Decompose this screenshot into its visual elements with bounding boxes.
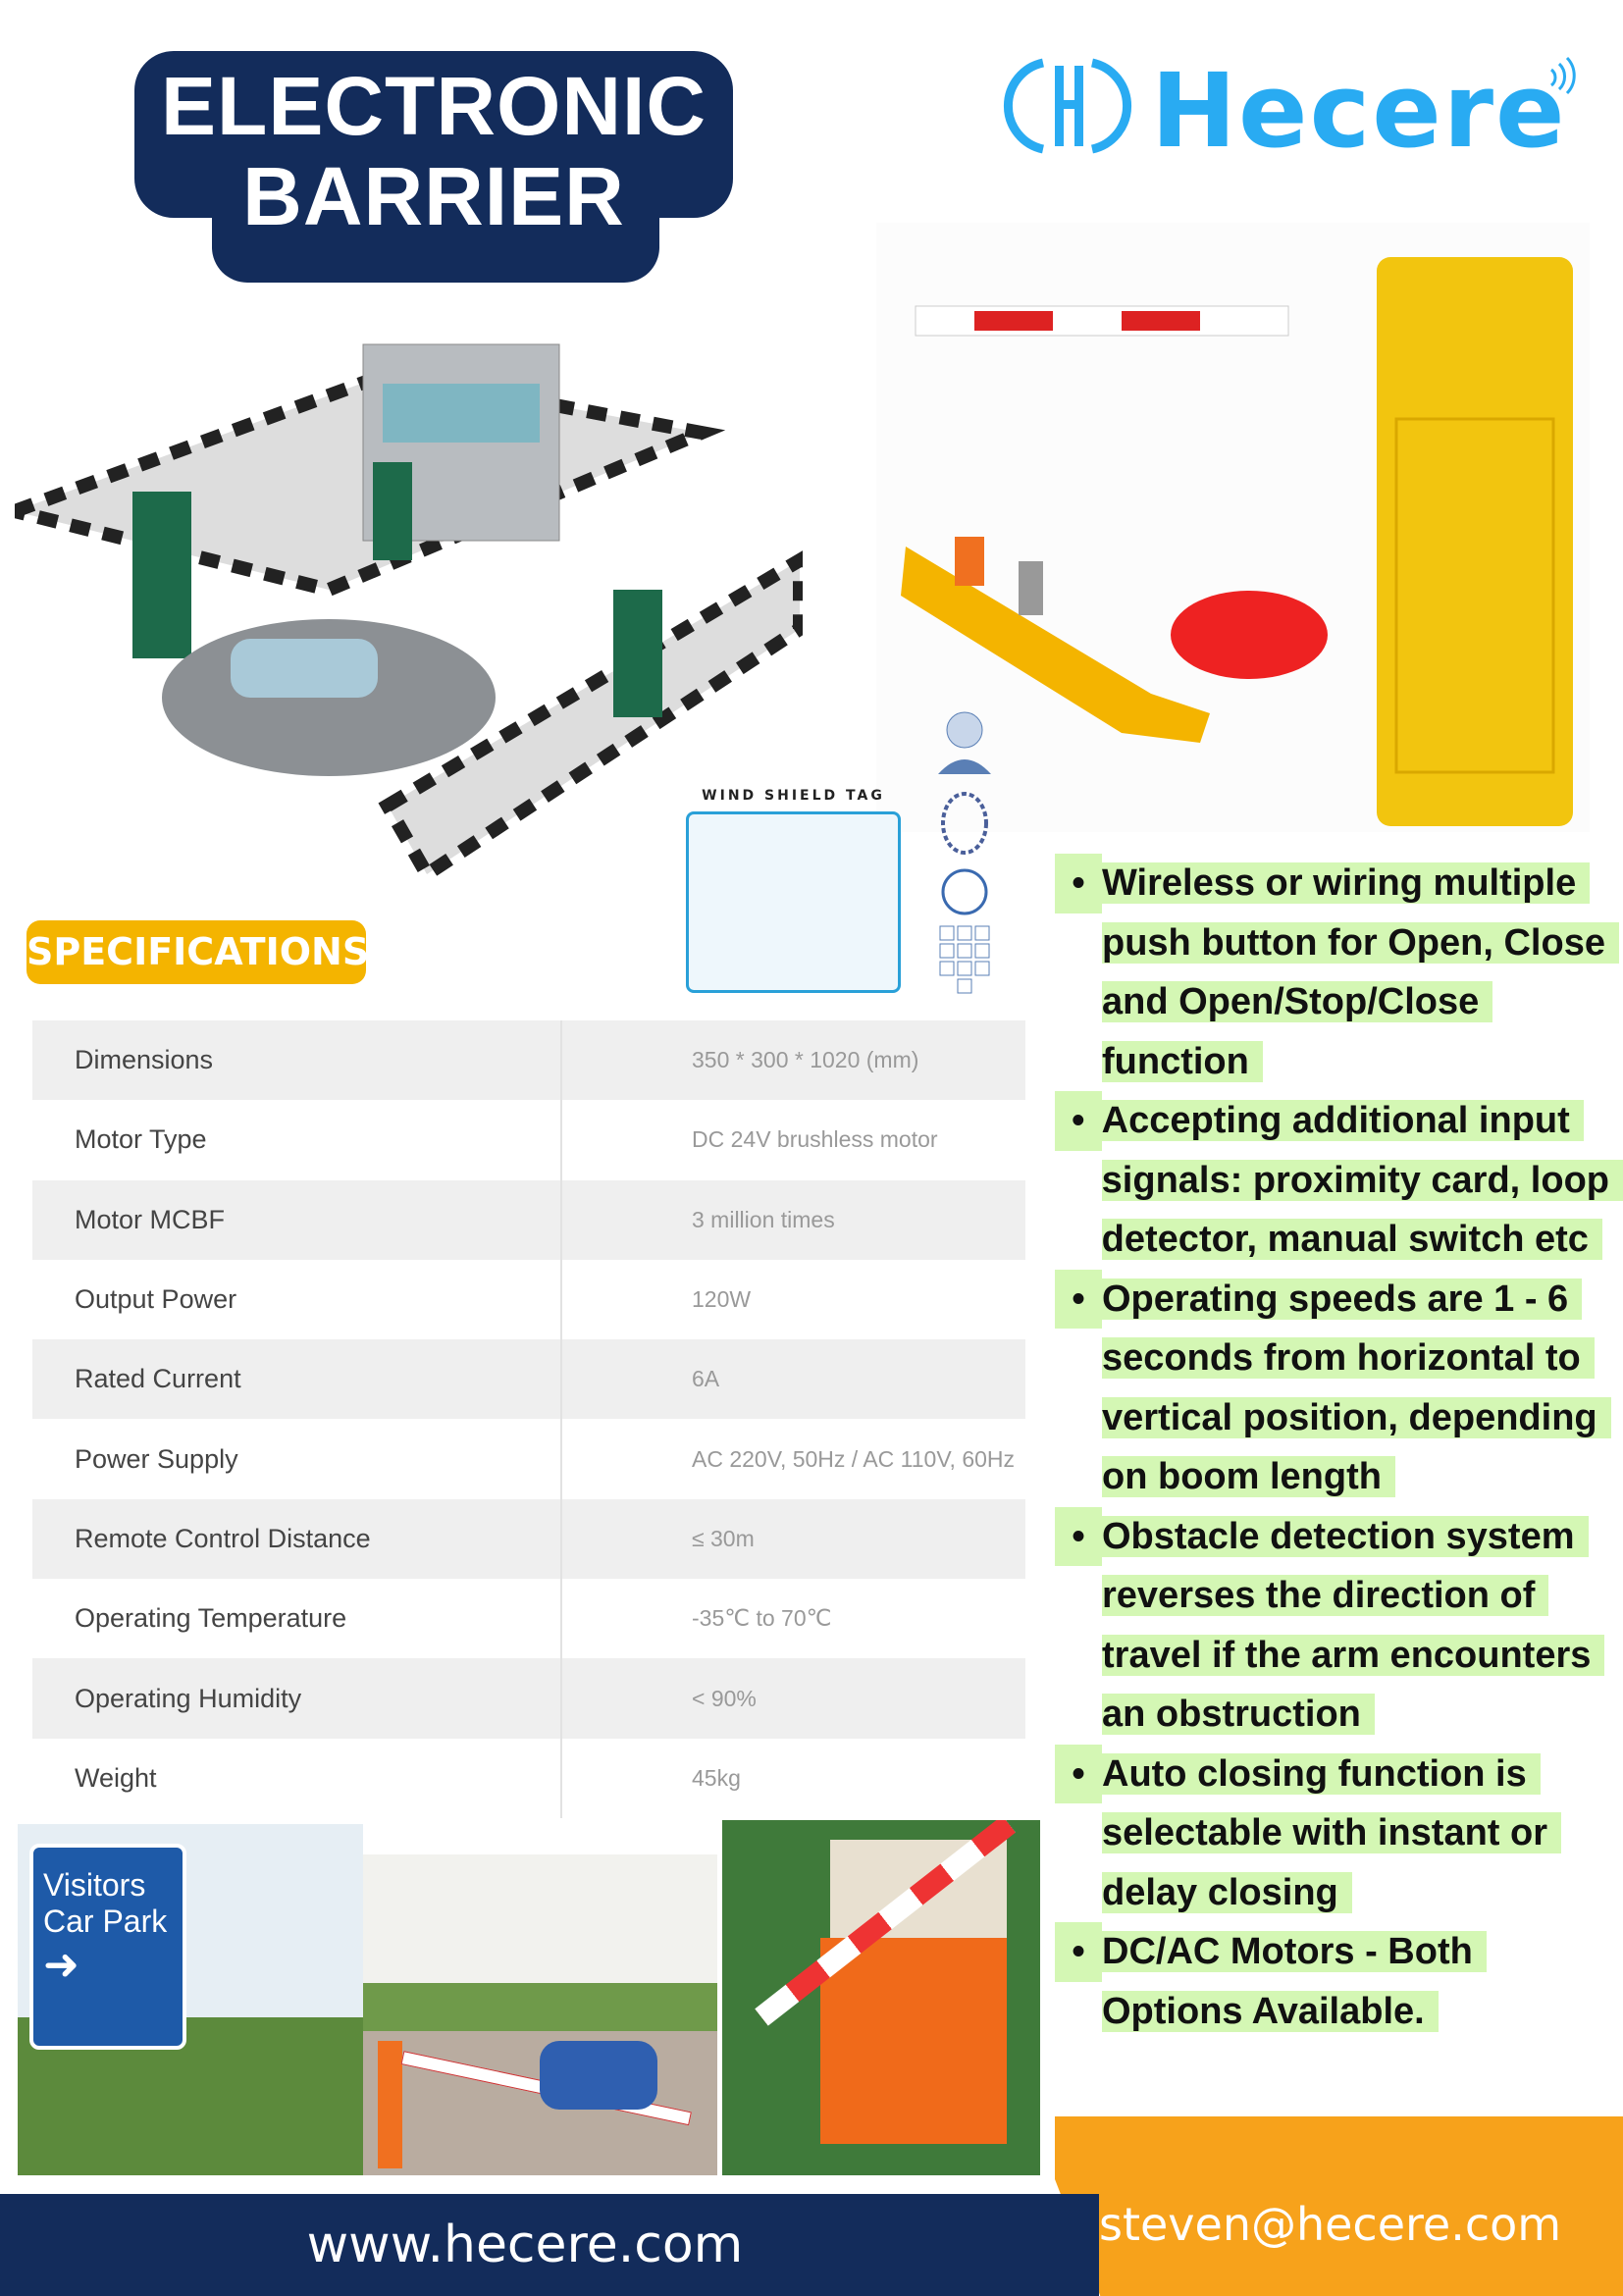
spec-value: 120W xyxy=(692,1286,752,1313)
feature-text-line: Accepting additional input xyxy=(1102,1100,1584,1141)
spec-value: < 90% xyxy=(692,1685,757,1711)
feature-text-line: and Open/Stop/Close xyxy=(1102,981,1492,1022)
table-row xyxy=(32,1020,1025,1100)
feature-text-line: push button for Open, Close xyxy=(1102,922,1619,964)
bullet-icon: • xyxy=(1055,1922,1102,1982)
spec-key: Motor Type xyxy=(75,1124,207,1155)
bullet-icon: • xyxy=(1055,1270,1102,1330)
keypad-icon xyxy=(940,926,989,993)
fingerprint-icon xyxy=(943,794,986,853)
title-line-2: BARRIER xyxy=(242,150,625,242)
logo-text: Hecere xyxy=(1151,51,1567,171)
feature-text-line: DC/AC Motors - Both xyxy=(1102,1931,1487,1972)
spec-key: Power Supply xyxy=(75,1443,238,1474)
wireless-signal-icon xyxy=(1544,56,1583,95)
spec-value: 45kg xyxy=(692,1764,741,1791)
spec-value: -35℃ to 70℃ xyxy=(692,1605,832,1632)
website-link[interactable]: www.hecere.com xyxy=(306,2216,744,2274)
feature-text-line: Options Available. xyxy=(1102,1991,1439,2032)
access-method-icons xyxy=(930,696,1032,996)
bullet-icon: • xyxy=(1055,1091,1102,1151)
spec-key: Dimensions xyxy=(75,1045,214,1075)
feature-text-line: function xyxy=(1102,1041,1263,1082)
logo-mark-icon xyxy=(984,51,1151,159)
bullet-icon: • xyxy=(1055,1507,1102,1567)
bullet-icon: • xyxy=(1055,854,1102,913)
face-recognition-icon xyxy=(938,712,991,774)
feature-text-line: an obstruction xyxy=(1102,1694,1375,1735)
page-title xyxy=(134,61,733,241)
parking-system-illustration xyxy=(15,315,803,886)
feature-text-line: Wireless or wiring multiple xyxy=(1102,862,1590,904)
spec-key: Remote Control Distance xyxy=(75,1523,371,1553)
card-tap-icon xyxy=(943,870,986,913)
spec-key: Output Power xyxy=(75,1284,237,1315)
specifications-badge: SPECIFICATIONS xyxy=(26,920,366,984)
feature-text-line: Auto closing function is xyxy=(1102,1753,1541,1795)
wind-shield-tag-graphic xyxy=(686,788,901,999)
spec-value: 350 * 300 * 1020 (mm) xyxy=(692,1047,919,1073)
features-list xyxy=(1055,854,1623,2041)
email-link[interactable]: steven@hecere.com xyxy=(1099,2198,1562,2251)
hecere-logo xyxy=(984,51,1583,171)
spec-key: Operating Humidity xyxy=(75,1683,302,1713)
feature-text-line: Obstacle detection system xyxy=(1102,1516,1589,1557)
feature-text-line: selectable with instant or xyxy=(1102,1812,1561,1853)
feature-text-line: delay closing xyxy=(1102,1872,1352,1913)
arrow-right-icon: ➜ xyxy=(43,1941,79,1989)
table-row xyxy=(32,1419,1025,1498)
feature-text-line: signals: proximity card, loop xyxy=(1102,1160,1623,1201)
spec-value: ≤ 30m xyxy=(692,1525,755,1551)
feature-item xyxy=(1055,1922,1623,2041)
spec-key: Operating Temperature xyxy=(75,1603,347,1634)
specifications-table xyxy=(32,1020,1025,1818)
table-row xyxy=(32,1739,1025,1818)
table-row xyxy=(32,1658,1025,1738)
feature-text-line: on boom length xyxy=(1102,1456,1395,1497)
spec-key: Rated Current xyxy=(75,1364,241,1394)
feature-text-line: travel if the arm encounters xyxy=(1102,1635,1604,1676)
table-column-divider xyxy=(560,1020,562,1818)
feature-text-line: vertical position, depending xyxy=(1102,1397,1611,1438)
feature-text-line: reverses the direction of xyxy=(1102,1575,1548,1616)
table-row xyxy=(32,1100,1025,1179)
visitors-car-park-photo xyxy=(18,1824,363,2175)
barrier-car-photo xyxy=(363,1854,717,2175)
table-row xyxy=(32,1499,1025,1579)
feature-text-line: detector, manual switch etc xyxy=(1102,1219,1602,1260)
feature-item xyxy=(1055,1745,1623,1923)
table-row xyxy=(32,1180,1025,1260)
table-row xyxy=(32,1260,1025,1339)
feature-text-line: seconds from horizontal to xyxy=(1102,1337,1595,1379)
wind-shield-tag-label: WIND SHIELD TAG xyxy=(702,788,885,804)
spec-value: DC 24V brushless motor xyxy=(692,1126,938,1153)
bullet-icon: • xyxy=(1055,1745,1102,1804)
feature-item xyxy=(1055,1091,1623,1270)
feature-item xyxy=(1055,854,1623,1091)
sign-text-line-2: Car Park xyxy=(43,1904,168,1939)
spec-value: AC 220V, 50Hz / AC 110V, 60Hz xyxy=(692,1445,1016,1472)
feature-text-line: Operating speeds are 1 - 6 xyxy=(1102,1278,1582,1320)
table-row xyxy=(32,1579,1025,1658)
feature-item xyxy=(1055,1507,1623,1745)
barrier-truck-photo xyxy=(722,1820,1040,2175)
title-line-1: ELECTRONIC xyxy=(161,60,707,152)
sign-text-line-1: Visitors xyxy=(43,1867,146,1903)
spec-value: 6A xyxy=(692,1366,720,1392)
table-row xyxy=(32,1339,1025,1419)
spec-key: Motor MCBF xyxy=(75,1204,226,1234)
spec-key: Weight xyxy=(75,1762,157,1793)
feature-item xyxy=(1055,1270,1623,1507)
spec-value: 3 million times xyxy=(692,1206,835,1232)
